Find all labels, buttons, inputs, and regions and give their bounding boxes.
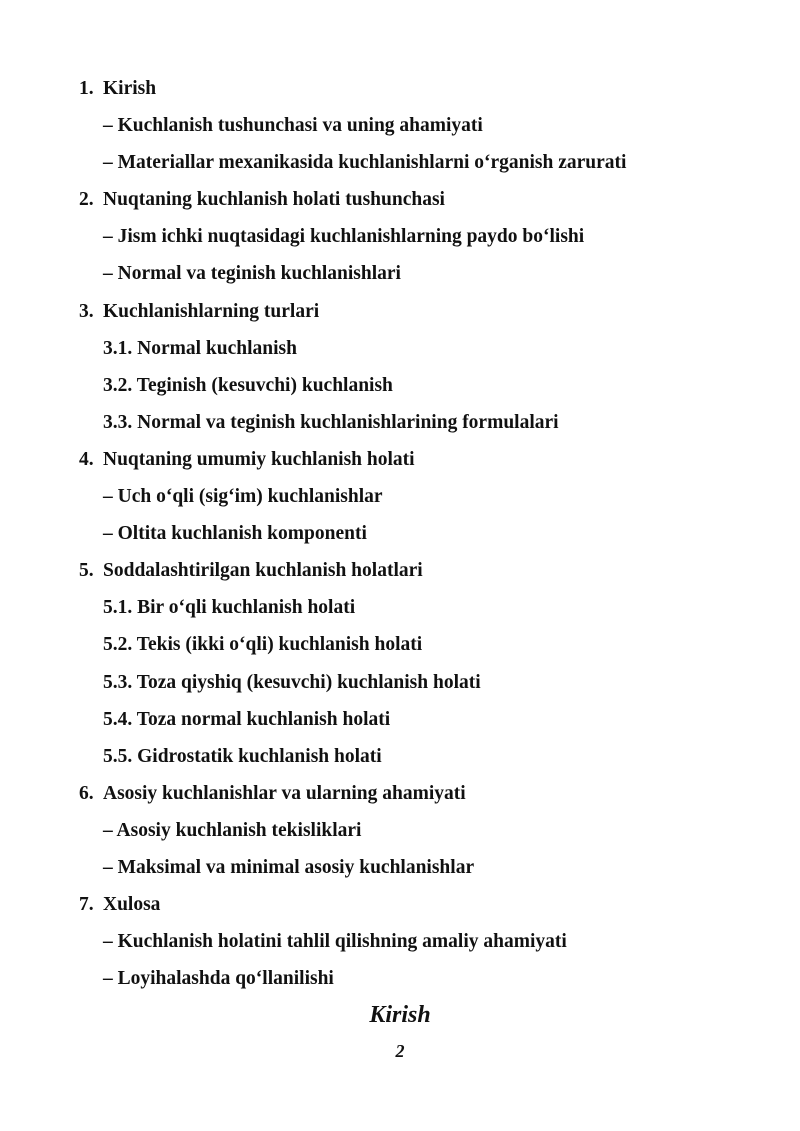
section-heading: Kirish xyxy=(369,1002,431,1028)
toc-subitem: – Uch oʻqli (sigʻim) kuchlanishlar xyxy=(103,486,383,508)
toc-subitem: – Jism ichki nuqtasidagi kuchlanishlarning paydo boʻlishi xyxy=(103,226,585,248)
toc-item-number: 5. xyxy=(79,560,94,582)
toc-subitem: – Oltita kuchlanish komponenti xyxy=(103,523,367,545)
page-number: 2 xyxy=(395,1041,405,1061)
toc-item-2 xyxy=(79,188,759,225)
toc-item-6 xyxy=(79,782,759,819)
toc-subitem: 5.2. Tekis (ikki oʻqli) kuchlanish holati xyxy=(103,634,423,656)
toc-subitem: – Asosiy kuchlanish tekisliklari xyxy=(103,819,362,841)
toc-subitem: 5.5. Gidrostatik kuchlanish holati xyxy=(103,745,382,767)
toc-item-4 xyxy=(79,448,759,485)
toc-item-text: Nuqtaning umumiy kuchlanish holati xyxy=(103,448,415,470)
toc-item-7 xyxy=(79,893,759,930)
toc-item-number: 4. xyxy=(79,448,94,470)
toc-item-text: Kuchlanishlarning turlari xyxy=(103,300,320,322)
toc-item-number: 6. xyxy=(79,782,94,804)
toc-subitem: – Normal va teginish kuchlanishlari xyxy=(103,263,401,285)
toc-item-1 xyxy=(79,77,759,114)
toc-item-number: 2. xyxy=(79,189,94,211)
toc-subitem: 3.3. Normal va teginish kuchlanishlarining formulalari xyxy=(103,411,559,433)
toc-item-text: Asosiy kuchlanishlar va ularning ahamiyati xyxy=(103,782,466,804)
toc-item-text: Soddalashtirilgan kuchlanish holatlari xyxy=(103,560,423,582)
toc-subitem: 3.2. Teginish (kesuvchi) kuchlanish xyxy=(103,374,393,396)
table-of-contents xyxy=(79,77,759,1004)
toc-subitem: 5.1. Bir oʻqli kuchlanish holati xyxy=(103,597,356,619)
toc-subitem: 3.1. Normal kuchlanish xyxy=(103,337,297,359)
toc-item-3 xyxy=(79,300,759,337)
toc-subitem: 5.3. Toza qiyshiq (kesuvchi) kuchlanish holati xyxy=(103,671,481,693)
toc-item-text: Xulosa xyxy=(103,894,161,916)
toc-item-5 xyxy=(79,559,759,596)
toc-item-number: 1. xyxy=(79,78,94,99)
toc-item-text: Nuqtaning kuchlanish holati tushunchasi xyxy=(103,189,445,211)
toc-subitem: – Kuchlanish holatini tahlil qilishning amaliy ahamiyati xyxy=(103,931,567,953)
toc-subitem: – Loyihalashda qoʻllanilishi xyxy=(103,968,334,990)
toc-subitem: – Kuchlanish tushunchasi va uning ahamiyati xyxy=(103,115,483,137)
toc-subitem: – Materiallar mexanikasida kuchlanishlarni oʻrganish zarurati xyxy=(103,152,627,174)
toc-item-text: Kirish xyxy=(103,78,157,99)
toc-item-number: 7. xyxy=(79,894,94,916)
toc-item-number: 3. xyxy=(79,300,94,322)
toc-subitem: 5.4. Toza normal kuchlanish holati xyxy=(103,708,391,730)
toc-subitem: – Maksimal va minimal asosiy kuchlanishlar xyxy=(103,856,475,878)
